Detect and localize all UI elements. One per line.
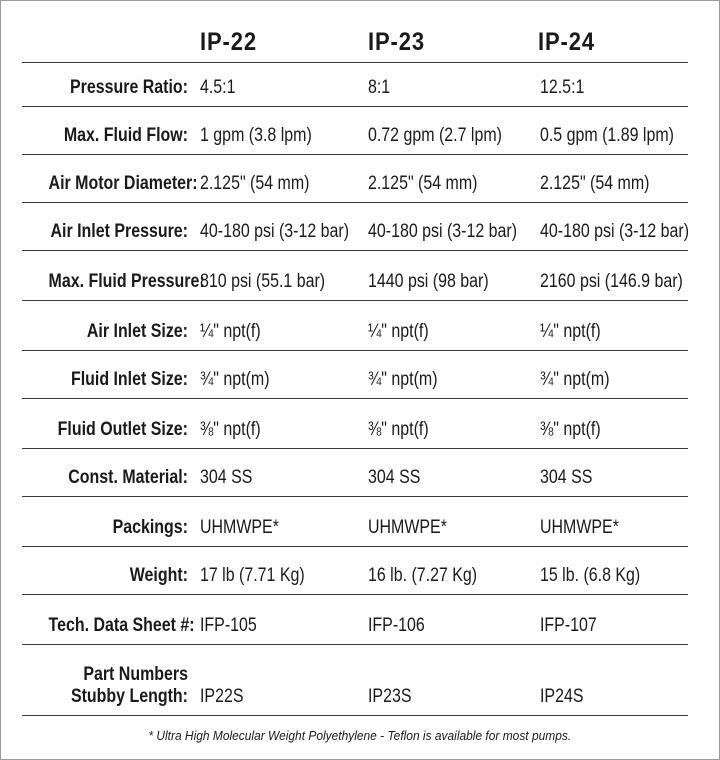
cell-ip-24: ¾" npt(m) <box>540 369 610 390</box>
row-fluid-outlet-size <box>22 398 688 449</box>
cell-ip-22: IFP-105 <box>200 615 257 636</box>
cell-ip-23: 40-180 psi (3-12 bar) <box>368 221 518 242</box>
cell-ip-22: 304 SS <box>200 467 253 488</box>
row-fluid-inlet-size <box>22 350 688 399</box>
cell-ip-24: 2.125" (54 mm) <box>540 173 650 194</box>
cell-ip-23: 8:1 <box>368 77 391 98</box>
cell-ip-24: ⅜" npt(f) <box>540 419 601 440</box>
cell-ip-22: 1 gpm (3.8 lpm) <box>200 125 312 146</box>
row-weight <box>22 546 688 595</box>
cell-ip-24: 304 SS <box>540 467 593 488</box>
row-label: Air Inlet Size: <box>86 321 188 342</box>
footnote <box>0 728 720 743</box>
cell-ip-24: 0.5 gpm (1.89 lpm) <box>540 125 674 146</box>
cell-ip-23: 2.125" (54 mm) <box>368 173 478 194</box>
row-pressure-ratio <box>22 62 688 107</box>
row-label: Max. Fluid Pressure: <box>48 271 205 292</box>
cell-ip-22: IP22S <box>200 686 244 707</box>
row-air-inlet-pressure <box>22 202 688 251</box>
row-air-motor-diameter <box>22 154 688 203</box>
row-tech-data-sheet <box>22 594 688 645</box>
row-part-numbers <box>22 644 688 716</box>
cell-ip-22: 810 psi (55.1 bar) <box>200 271 326 292</box>
cell-ip-22: ⅜" npt(f) <box>200 419 261 440</box>
row-label: Air Inlet Pressure: <box>50 221 188 242</box>
cell-ip-23: 16 lb. (7.27 Kg) <box>368 565 478 586</box>
row-label-line-1: Part Numbers <box>83 664 188 685</box>
table-bottom-rule <box>22 715 688 716</box>
row-label: Max. Fluid Flow: <box>63 125 188 146</box>
cell-ip-24: 40-180 psi (3-12 bar) <box>540 221 690 242</box>
row-label: Fluid Outlet Size: <box>57 419 188 440</box>
cell-ip-22: ¾" npt(m) <box>200 369 270 390</box>
row-label: Air Motor Diameter: <box>48 173 198 194</box>
row-label <box>49 664 188 708</box>
cell-ip-22: 2.125" (54 mm) <box>200 173 310 194</box>
cell-ip-22: 17 lb (7.71 Kg) <box>200 565 305 586</box>
cell-ip-23: 0.72 gpm (2.7 lpm) <box>368 125 502 146</box>
cell-ip-23: ¼" npt(f) <box>368 321 429 342</box>
cell-ip-24: 12.5:1 <box>540 77 585 98</box>
footnote-text: * Ultra High Molecular Weight Polyethylene - Teflon is available for most pumps. <box>148 728 572 743</box>
cell-ip-23: IP23S <box>368 686 412 707</box>
row-max-fluid-pressure <box>22 250 688 301</box>
row-label: Packings: <box>112 517 188 538</box>
model-header-ip-22: IP-22 <box>200 28 257 56</box>
row-label: Fluid Inlet Size: <box>70 369 188 390</box>
row-label: Const. Material: <box>68 467 188 488</box>
model-header-row <box>0 28 720 62</box>
cell-ip-23: ¾" npt(m) <box>368 369 438 390</box>
cell-ip-22: UHMWPE* <box>200 517 279 538</box>
cell-ip-22: ¼" npt(f) <box>200 321 261 342</box>
cell-ip-23: 304 SS <box>368 467 421 488</box>
row-max-fluid-flow <box>22 106 688 155</box>
row-label: Pressure Ratio: <box>70 77 188 98</box>
cell-ip-24: IFP-107 <box>540 615 597 636</box>
cell-ip-23: IFP-106 <box>368 615 425 636</box>
cell-ip-24: IP24S <box>540 686 584 707</box>
cell-ip-23: ⅜" npt(f) <box>368 419 429 440</box>
row-label-line-2: Stubby Length: <box>70 686 188 707</box>
cell-ip-22: 4.5:1 <box>200 77 236 98</box>
cell-ip-23: UHMWPE* <box>368 517 447 538</box>
row-packings <box>22 496 688 547</box>
row-label: Tech. Data Sheet #: <box>48 615 195 636</box>
model-header-ip-24: IP-24 <box>538 28 595 56</box>
cell-ip-22: 40-180 psi (3-12 bar) <box>200 221 350 242</box>
row-const-material <box>22 448 688 497</box>
cell-ip-23: 1440 psi (98 bar) <box>368 271 489 292</box>
cell-ip-24: UHMWPE* <box>540 517 619 538</box>
cell-ip-24: ¼" npt(f) <box>540 321 601 342</box>
cell-ip-24: 15 lb. (6.8 Kg) <box>540 565 641 586</box>
cell-ip-24: 2160 psi (146.9 bar) <box>540 271 683 292</box>
row-air-inlet-size <box>22 300 688 351</box>
row-label: Weight: <box>129 565 188 586</box>
model-header-ip-23: IP-23 <box>368 28 425 56</box>
